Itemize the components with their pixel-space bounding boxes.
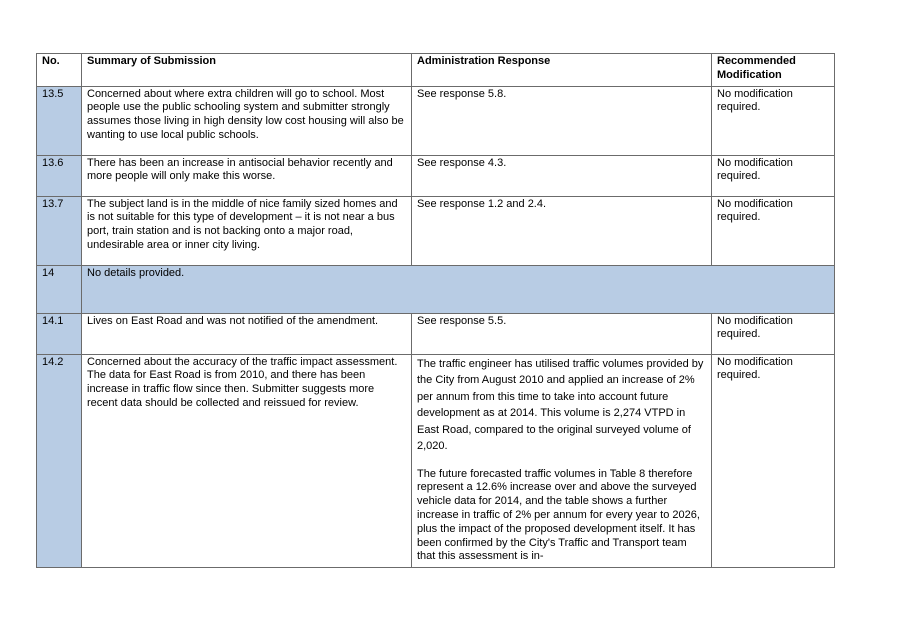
administration-response — [412, 354, 712, 568]
section-row — [37, 265, 835, 313]
header-no: No. — [37, 54, 82, 87]
header-modification: Recommended Modification — [712, 54, 835, 87]
header-row — [37, 54, 835, 87]
table-row — [37, 196, 835, 265]
response-paragraph: The future forecasted traffic volumes in Table 8 therefore represent a 12.6% increase over and above the surveyed vehicle data for 2014, and the table shows a further increase in traffic of 2% per annum for every year to 2026, plus the impact of the proposed development itself. It has been confirmed by the City's Traffic and Transport team that this assessment is in- — [417, 467, 700, 563]
table-row — [37, 313, 835, 354]
table-row — [37, 86, 835, 155]
response-paragraph: The traffic engineer has utilised traffic volumes provided by the City from August 2010 and applied an increase of 2% per annum from this time to take into account future development as at 2014. This volume is 2,274 VTPD in East Road, compared to the original surveyed volume of 2,020. — [417, 357, 704, 453]
administration-response: See response 5.5. — [412, 313, 712, 354]
submissions-table — [36, 53, 835, 568]
administration-response: See response 5.8. — [412, 86, 712, 155]
recommended-modification: No modification required. — [712, 86, 835, 155]
table-row — [37, 354, 835, 568]
submission-summary: Concerned about where extra children will go to school. Most people use the public schooling system and submitter strongly assumes those living in high density low cost housing will also be wanting to use local public schools. — [82, 86, 412, 155]
row-number: 13.7 — [37, 196, 82, 265]
submission-summary: The subject land is in the middle of nice family sized homes and is not suitable for this type of development – it is not near a bus port, train station and is not backing onto a major road, undesirable area or inner city living. — [82, 196, 412, 265]
section-number: 14 — [37, 265, 82, 313]
table-row — [37, 155, 835, 196]
recommended-modification: No modification required. — [712, 155, 835, 196]
recommended-modification: No modification required. — [712, 354, 835, 568]
section-details: No details provided. — [82, 265, 835, 313]
header-response: Administration Response — [412, 54, 712, 87]
recommended-modification: No modification required. — [712, 196, 835, 265]
administration-response: See response 1.2 and 2.4. — [412, 196, 712, 265]
recommended-modification: No modification required. — [712, 313, 835, 354]
submission-summary: There has been an increase in antisocial behavior recently and more people will only make this worse. — [82, 155, 412, 196]
row-number: 13.5 — [37, 86, 82, 155]
row-number: 13.6 — [37, 155, 82, 196]
row-number: 14.1 — [37, 313, 82, 354]
submission-summary: Lives on East Road and was not notified of the amendment. — [82, 313, 412, 354]
header-summary: Summary of Submission — [82, 54, 412, 87]
submission-summary: Concerned about the accuracy of the traffic impact assessment. The data for East Road is from 2010, and there has been increase in traffic flow since then. Submitter suggests more recent data should be collected and reissued for review. — [82, 354, 412, 568]
row-number: 14.2 — [37, 354, 82, 568]
administration-response: See response 4.3. — [412, 155, 712, 196]
